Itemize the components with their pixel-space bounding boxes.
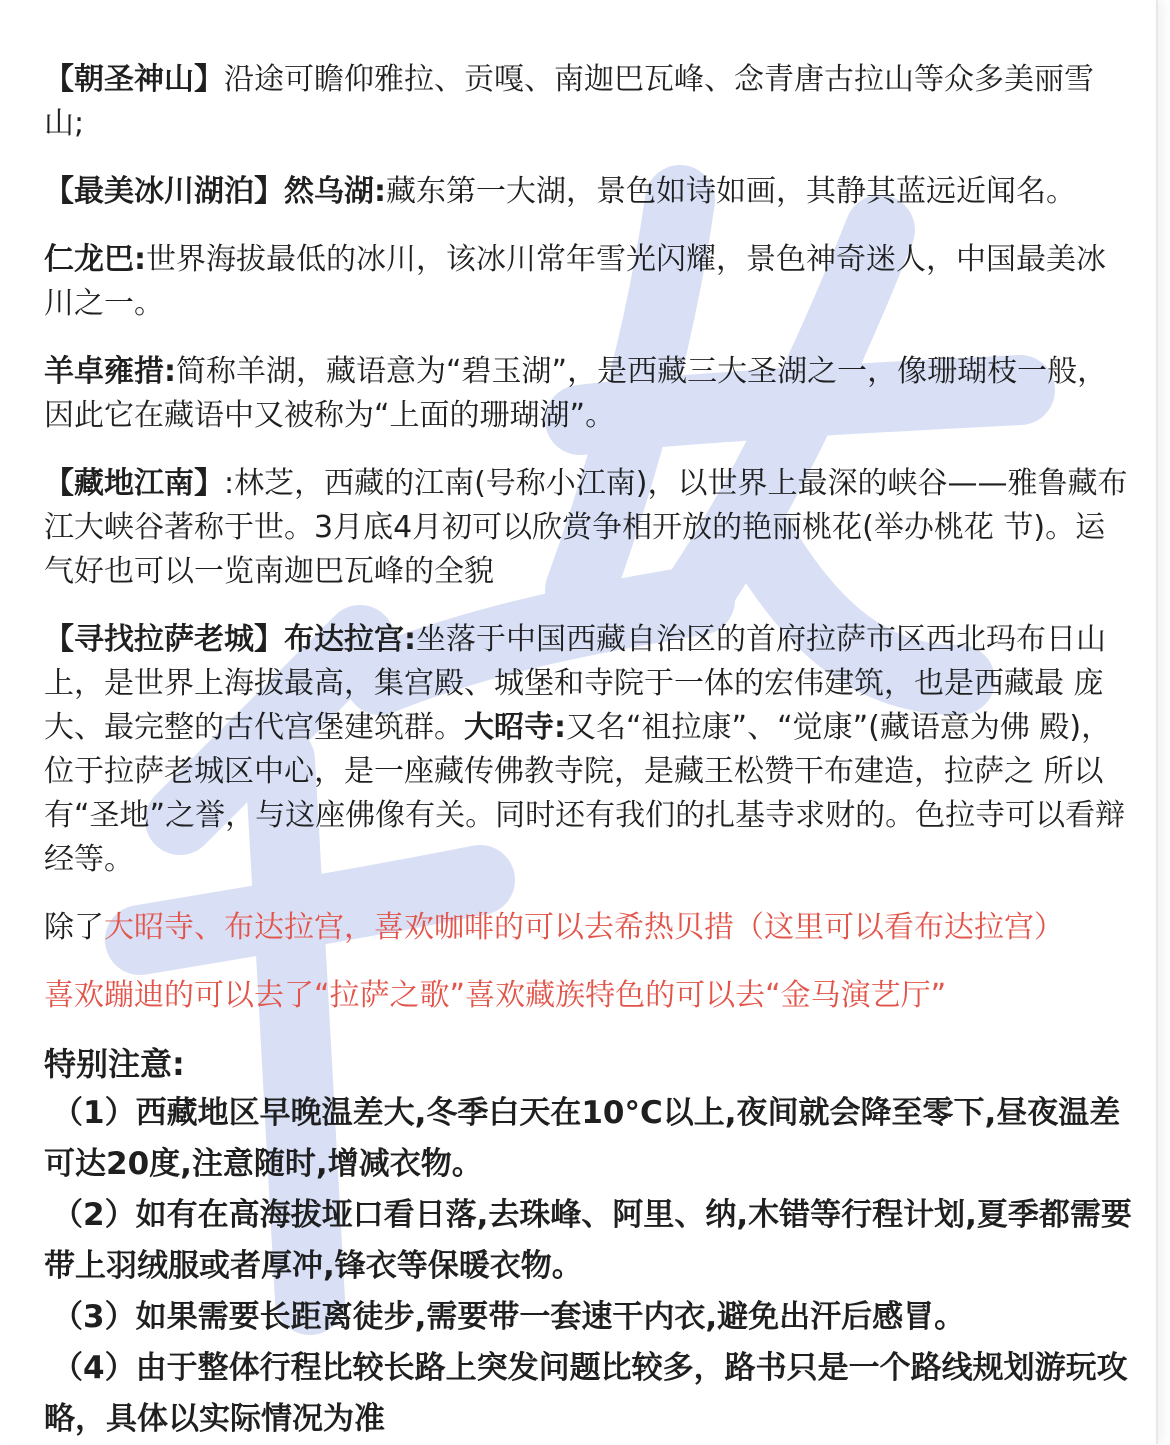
paragraph-text: 沿途可瞻仰雅拉、贡嘎、南迦巴瓦峰、念青唐古拉山等众多美丽雪山; — [44, 62, 1094, 141]
paragraph-text: 又名“祖拉康”、“觉康”(藏语意为佛 殿)，位于拉萨老城区中心，是一座藏传佛教寺院，是藏王松赞干布建造，拉萨之 所以有“圣地”之誉，与这座佛像有关。同时还有我们的扎基寺求财的。色拉寺可以看辩经等。 — [44, 710, 1126, 877]
paragraph-nyingchi — [44, 462, 1134, 594]
paragraph-heading: 【寻找拉萨老城】布达拉宫: — [44, 622, 416, 657]
paragraph-glacier-lake — [44, 170, 1134, 214]
paragraph-tip-nightlife: 喜欢蹦迪的可以去了“拉萨之歌”喜欢藏族特色的可以去“金马演艺厅” — [44, 978, 947, 1013]
paragraph-text: 世界海拔最低的冰川，该冰川常年雪光闪耀，景色神奇迷人，中国最美冰川之一。 — [44, 242, 1106, 321]
paragraph-subheading: 大昭寺: — [464, 710, 566, 745]
paragraph-text: 藏东第一大湖，景色如诗如画，其静其蓝远近闻名。 — [386, 174, 1076, 209]
paragraph-lhasa-old-city — [44, 618, 1134, 882]
paragraph-renlongba — [44, 238, 1134, 326]
note-item: （2）如有在高海拔垭口看日落,去珠峰、阿里、纳,木错等行程计划,夏季都需要带上羽绒服或者厚冲,锋衣等保暖衣物。 — [44, 1197, 1132, 1284]
note-item: （3）如果需要长距离徒步,需要带一套速干内衣,避免出汗后感冒。 — [52, 1299, 966, 1335]
paragraph-tip-coffee — [44, 906, 1134, 950]
note-item: （4）由于整体行程比较长路上突发问题比较多，路书只是一个路线规划游玩攻略，具体以实际情况为准 — [44, 1350, 1128, 1437]
document-body — [44, 58, 1134, 1445]
paragraph-heading: 羊卓雍措: — [44, 354, 176, 389]
paragraph-heading: 【最美冰川湖泊】然乌湖: — [44, 174, 386, 209]
paragraph-text: :林芝，西藏的江南(号称小江南)，以世界上最深的峡谷——雅鲁藏布江大峡谷著称于世。3月底4月初可以欣赏争相开放的艳丽桃花(举办桃花 节)。运气好也可以一览南迦巴瓦峰的全貌 — [44, 466, 1128, 589]
notes-heading: 特别注意: — [44, 1045, 185, 1083]
paragraph-sacred-mountains — [44, 58, 1134, 146]
paragraph-text: 坐落于中国西藏自治区的首府拉萨市区西北玛布日山上，是世界上海拔最高，集宫殿、城堡和寺院于一体的宏伟建筑，也是西藏最 庞大、最完整的古代宫堡建筑群。 — [44, 622, 1106, 745]
paragraph-heading: 【藏地江南】 — [44, 466, 224, 501]
tip-text-red: 大昭寺、布达拉宫，喜欢咖啡的可以去希热贝措（这里可以看布达拉宫） — [104, 910, 1064, 945]
paragraph-heading: 仁龙巴: — [44, 242, 146, 277]
note-item: （1）西藏地区早晚温差大,冬季白天在10°C以上,夜间就会降至零下,昼夜温差可达20度,注意随时,增减衣物。 — [44, 1095, 1121, 1182]
tip-prefix: 除了 — [44, 910, 104, 945]
paragraph-yamdrok — [44, 350, 1134, 438]
paragraph-heading: 【朝圣神山】 — [44, 62, 224, 97]
paragraph-text: 简称羊湖，藏语意为“碧玉湖”，是西藏三大圣湖之一，像珊瑚枝一般，因此它在藏语中又被称为“上面的珊瑚湖”。 — [44, 354, 1108, 433]
